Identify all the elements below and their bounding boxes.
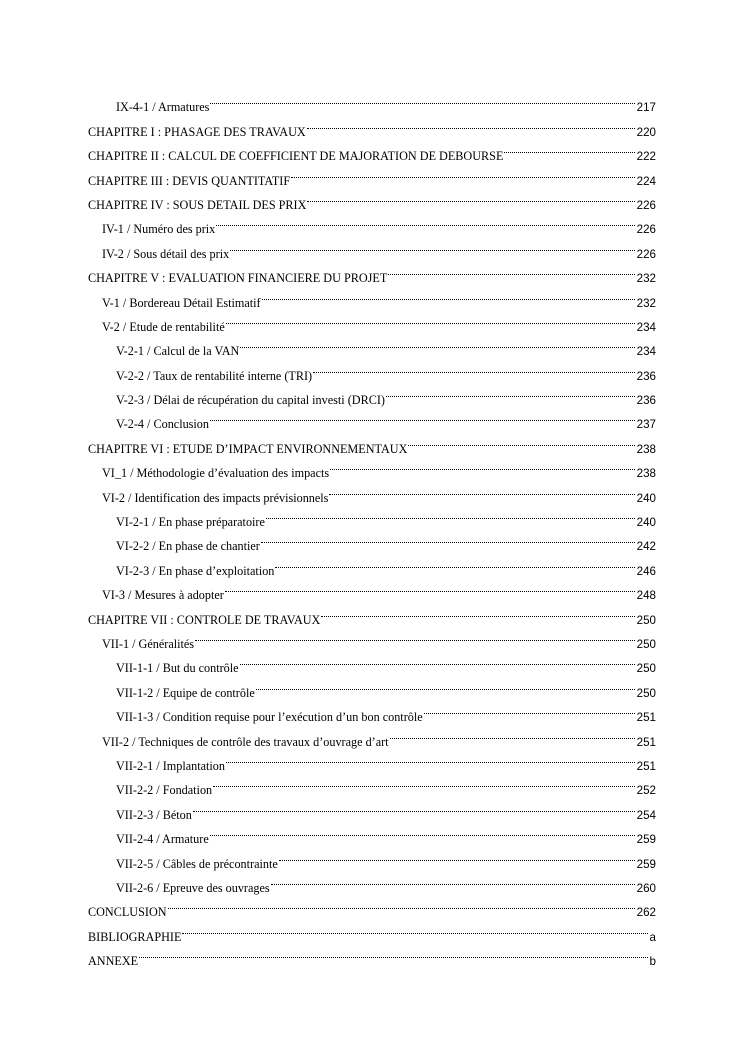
toc-entry-page-number: 226 (636, 247, 656, 261)
toc-entry-title: VII-2-3 / Béton (116, 807, 192, 822)
toc-entry-page-number: b (649, 955, 656, 969)
toc-entry-title: VI-2-1 / En phase préparatoire (116, 515, 265, 530)
toc-entry-page-number: 222 (636, 150, 656, 164)
toc-dot-leader (240, 648, 635, 672)
toc-entry-title: CHAPITRE I : PHASAGE DES TRAVAUX (88, 124, 306, 139)
toc-entry-page-number: 224 (636, 174, 656, 188)
toc-entry-page-number: 251 (636, 759, 656, 773)
toc-dot-leader (330, 453, 635, 477)
toc-entry[interactable] (88, 892, 656, 920)
toc-entry-page-number: 240 (636, 516, 656, 530)
toc-entry-title: VI-2 / Identification des impacts prévisionnels (102, 490, 329, 505)
toc-dot-leader (329, 477, 634, 501)
toc-entry-page-number: 250 (636, 662, 656, 676)
toc-entry-page-number: 236 (636, 369, 656, 383)
toc-entry-page-number: 259 (636, 857, 656, 871)
toc-dot-leader (271, 868, 635, 892)
toc-dot-leader (313, 355, 635, 379)
toc-entry-title: CONCLUSION (88, 905, 167, 920)
toc-entry-title: ANNEXE (88, 954, 139, 969)
toc-entry-page-number: 238 (636, 467, 656, 481)
toc-entry-title: V-2 / Etude de rentabilité (102, 319, 225, 334)
toc-entry-page-number: a (649, 930, 656, 944)
toc-entry-page-number: 238 (636, 442, 656, 456)
toc-entry-title: VII-2 / Techniques de contrôle des travaux d’ouvrage d’art (102, 734, 389, 749)
toc-entry-title: IV-1 / Numéro des prix (102, 222, 216, 237)
toc-entry-title: VII-1-2 / Equipe de contrôle (116, 685, 255, 700)
toc-entry-page-number: 250 (636, 613, 656, 627)
toc-dot-leader (408, 428, 634, 452)
toc-entry-page-number: 226 (636, 223, 656, 237)
toc-entry-page-number: 251 (636, 711, 656, 725)
toc-entry-title: IX-4-1 / Armatures (116, 100, 210, 115)
toc-dot-leader (210, 87, 634, 111)
toc-entry-title: CHAPITRE III : DEVIS QUANTITATIF (88, 173, 291, 188)
toc-entry-page-number: 262 (636, 906, 656, 920)
toc-entry-title: VI-3 / Mesures à adopter (102, 588, 224, 603)
toc-entry-page-number: 252 (636, 784, 656, 798)
toc-entry-page-number: 259 (636, 833, 656, 847)
toc-entry[interactable] (88, 916, 656, 944)
toc-dot-leader (262, 282, 635, 306)
toc-entry-page-number: 220 (636, 125, 656, 139)
toc-entry-title: VII-2-4 / Armature (116, 832, 209, 847)
toc-dot-leader (230, 233, 634, 257)
toc-dot-leader (321, 599, 634, 623)
table-of-contents (88, 87, 656, 969)
toc-dot-leader (256, 672, 635, 696)
toc-entry-page-number: 237 (636, 418, 656, 432)
toc-dot-leader (275, 550, 634, 574)
toc-dot-leader (291, 160, 635, 184)
toc-entry-page-number: 250 (636, 686, 656, 700)
toc-dot-leader (213, 770, 635, 794)
toc-entry-title: VII-2-6 / Epreuve des ouvrages (116, 880, 270, 895)
toc-entry-page-number: 217 (636, 101, 656, 115)
toc-dot-leader (388, 258, 634, 282)
toc-entry-title: VII-1-3 / Condition requise pour l’exécution d’un bon contrôle (116, 710, 423, 725)
toc-dot-leader (266, 502, 635, 526)
toc-entry-page-number: 232 (636, 272, 656, 286)
toc-dot-leader (139, 941, 647, 965)
toc-dot-leader (261, 526, 635, 550)
toc-entry-title: CHAPITRE V : EVALUATION FINANCIERE DU PROJET (88, 271, 388, 286)
toc-entry-title: CHAPITRE VI : ETUDE D’IMPACT ENVIRONNEMENTAUX (88, 441, 408, 456)
toc-dot-leader (424, 697, 635, 721)
toc-entry-title: V-2-4 / Conclusion (116, 417, 209, 432)
toc-dot-leader (210, 404, 635, 428)
toc-entry-title: VII-1 / Généralités (102, 636, 195, 651)
toc-entry-page-number: 246 (636, 564, 656, 578)
toc-dot-leader (226, 746, 635, 770)
toc-dot-leader (216, 209, 634, 233)
toc-dot-leader (195, 624, 635, 648)
toc-entry-title: V-2-1 / Calcul de la VAN (116, 344, 240, 359)
toc-entry-page-number: 236 (636, 394, 656, 408)
toc-dot-leader (210, 819, 635, 843)
toc-entry-title: CHAPITRE IV : SOUS DETAIL DES PRIX (88, 197, 307, 212)
toc-entry-title: BIBLIOGRAPHIE (88, 929, 182, 944)
toc-entry-title: VI-2-3 / En phase d’exploitation (116, 563, 275, 578)
toc-dot-leader (386, 380, 635, 404)
toc-entry-page-number: 234 (636, 320, 656, 334)
toc-entry-page-number: 248 (636, 589, 656, 603)
toc-entry-page-number: 260 (636, 881, 656, 895)
toc-dot-leader (504, 136, 634, 160)
toc-entry[interactable] (88, 87, 656, 115)
toc-entry-title: VI_1 / Méthodologie d’évaluation des impacts (102, 466, 330, 481)
toc-entry-title: IV-2 / Sous détail des prix (102, 246, 230, 261)
toc-dot-leader (307, 111, 635, 135)
toc-entry-page-number: 240 (636, 491, 656, 505)
toc-entry-page-number: 234 (636, 345, 656, 359)
toc-entry-page-number: 226 (636, 198, 656, 212)
toc-entry[interactable] (88, 941, 656, 969)
toc-entry-title: VII-2-1 / Implantation (116, 758, 225, 773)
toc-entry-page-number: 251 (636, 735, 656, 749)
toc-entry-page-number: 254 (636, 808, 656, 822)
toc-dot-leader (279, 843, 635, 867)
toc-entry-page-number: 232 (636, 296, 656, 310)
toc-entry-title: VII-2-2 / Fondation (116, 783, 213, 798)
toc-entry-title: CHAPITRE VII : CONTROLE DE TRAVAUX (88, 612, 321, 627)
toc-entry-title: V-1 / Bordereau Détail Estimatif (102, 295, 261, 310)
toc-entry-title: V-2-2 / Taux de rentabilité interne (TRI) (116, 368, 313, 383)
toc-dot-leader (390, 721, 635, 745)
toc-entry-title: VII-2-5 / Câbles de précontrainte (116, 856, 278, 871)
toc-dot-leader (193, 794, 635, 818)
toc-dot-leader (225, 575, 635, 599)
toc-dot-leader (226, 307, 635, 331)
toc-entry-title: V-2-3 / Délai de récupération du capital investi (DRCI) (116, 393, 385, 408)
toc-entry-title: VI-2-2 / En phase de chantier (116, 539, 260, 554)
toc-entry-page-number: 242 (636, 540, 656, 554)
toc-entry-title: CHAPITRE II : CALCUL DE COEFFICIENT DE MAJORATION DE DEBOURSE (88, 149, 504, 164)
toc-dot-leader (240, 331, 634, 355)
toc-entry-page-number: 250 (636, 637, 656, 651)
toc-dot-leader (182, 916, 647, 940)
toc-entry-title: VII-1-1 / But du contrôle (116, 661, 239, 676)
toc-dot-leader (307, 185, 634, 209)
toc-dot-leader (168, 892, 635, 916)
